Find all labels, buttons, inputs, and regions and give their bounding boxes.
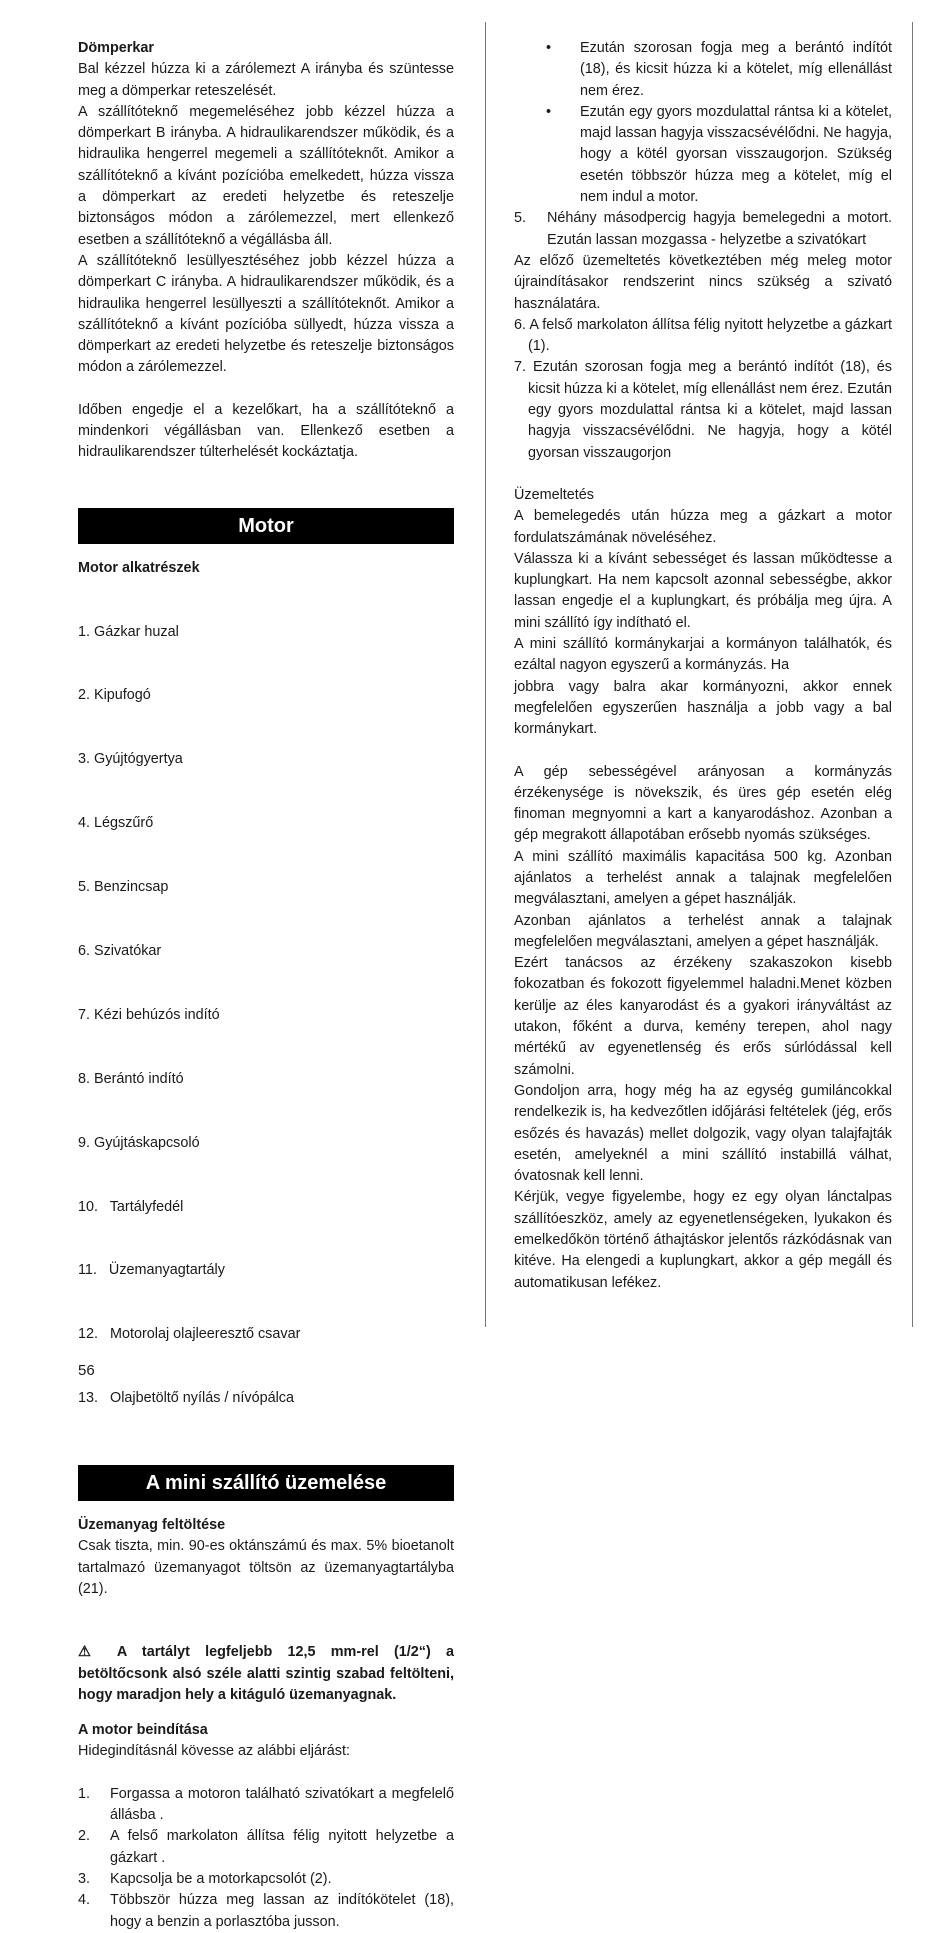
list-item: 5. Benzincsap	[78, 879, 169, 896]
list-item: 4. Többször húzza meg lassan az indítókötelet (18), hogy a benzin a porlasztóba jusson.	[78, 1892, 454, 1930]
motor-heading-bar: Motor	[78, 508, 454, 544]
drive-para: Azonban ajánlatos a terhelést annak a talajnak megfelelően megválasztani, amelyen a gépet használják.	[514, 912, 892, 950]
start-intro: Hidegindításnál kövesse az alábbi eljárást:	[78, 1743, 350, 1760]
parts-title: Motor alkatrészek	[78, 559, 200, 576]
list-item: 3. Kapcsolja be a motorkapcsolót (2).	[78, 1870, 332, 1887]
drive-para: Ezért tanácsos az érzékeny szakaszokon kisebb fokozatban és fokozott figyelemmel haladni.Menet közben kerülje az éles kanyarodást és a gyakori irányváltást az utakon, főként a durva, kemény terepen, ahol nagy mértékű av egyenetlenség és erős súrlódással kell számolni.	[514, 955, 892, 1078]
operation-para: Válassza ki a kívánt sebességet és lassan működtesse a kuplungkart. Ha nem kapcsolt azonnal sebességbe, akkor lassan engedje el a kuplungkart, és próbálja meg újra. A mini szállító így indítható el.	[514, 550, 892, 631]
dump-para: A szállítóteknő megemeléséhez jobb kézzel húzza a dömperkart B irányba. A hidraulikarendszer működik, és a hidraulika hengerrel megemeli a szállítóteknőt. Amikor a szállítóteknő a kívánt pozícióba emelkedett, húzza vissza a dömperkart az eredeti helyzetbe és reteszelje biztonságos módon a zárólemezzel, mert ellenkező esetben a szállítóteknő a végállásba áll.	[78, 103, 454, 248]
list-item: 8. Berántó indító	[78, 1070, 184, 1087]
list-item: 9. Gyújtáskapcsoló	[78, 1134, 200, 1151]
drive-para: A gép sebességével arányosan a kormányzás érzékenysége is növekszik, és üres gép esetén elég finoman megnyomni a kart a kanyarodáshoz. Azonban a gép megrakott állapotában erősebb nyomás szükséges.	[514, 763, 892, 844]
bullet-item: • Ezután szorosan fogja meg a berántó indítót (18), és kicsit húzza ki a kötelet, míg ellenállást nem érez.	[546, 40, 892, 99]
parts-list	[78, 579, 454, 1452]
dump-note: Időben engedje el a kezelőkart, ha a szállítóteknő a mindenkori végállásban van. Ellenkező esetben a hidraulikarendszer túlterhelését kockáztatja.	[78, 401, 454, 461]
fuel-warning: ⚠ A tartályt legfeljebb 12,5 mm-rel (1/2“) a betöltőcsonk alsó széle alatti szintig szabad feltölteni, hogy maradjon hely a kitáguló üzemanyagnak.	[78, 1644, 454, 1703]
list-item: 5. Néhány másodpercig hagyja bemelegedni a motort. Ezután lassan mozgassa - helyzetbe a szivatókart	[514, 210, 892, 248]
list-item: 7. Kézi behúzós indító	[78, 1006, 220, 1023]
warm-text: Az előző üzemeltetés következtében még meleg motor újraindításakor rendszerint nincs szükség a szivató használatára.	[514, 252, 892, 312]
bullet-item: • Ezután egy gyors mozdulattal rántsa ki a kötelet, majd lassan hagyja visszacsévélődni. Ne hagyja, hogy a kötél gyorsan visszaugorjon. Szükség esetén többször húzza meg a kötelet, míg el nem indul a motor.	[546, 103, 892, 206]
list-item: 3. Gyújtógyertya	[78, 751, 183, 768]
drive-para: Kérjük, vegye figyelembe, hogy ez egy olyan lánctalpas szállítóeszköz, amely az egyenetlenségeken, lyukakon és emelkedőkön történő áthajtáskor jelentős rázkódásnak van kitéve. Ha elengedi a kuplungkart, akkor a gép megáll és automatikusan lefékez.	[514, 1189, 892, 1291]
drive-para: A mini szállító maximális kapacitása 500 kg. Azonban ajánlatos a terhelést annak a talajnak megfelelően megválasztani, amelyen a gépet használják.	[514, 848, 892, 908]
right-column	[514, 38, 892, 1294]
column-rule-left	[485, 22, 486, 1327]
column-rule-right	[912, 22, 913, 1327]
left-column	[78, 38, 454, 1933]
fuel-text: Csak tiszta, min. 90-es oktánszámú és max. 5% bioetanolt tartalmazó üzemanyagot töltsön az üzemanyagtartályba (21).	[78, 1538, 454, 1597]
list-item: 6. Szivatókar	[78, 942, 162, 959]
operation-para: A mini szállító kormánykarjai a kormányon találhatók, és ezáltal nagyon egyszerű a kormányzás. Ha	[514, 636, 892, 674]
list-item: 13. Olajbetöltő nyílás / nívópálca	[78, 1390, 294, 1407]
dump-para: Bal kézzel húzza ki a zárólemezt A irányba és szüntesse meg a dömperkar reteszelését.	[78, 61, 454, 99]
list-item: 11. Üzemanyagtartály	[78, 1262, 225, 1279]
operation-heading-bar: A mini szállító üzemelése	[78, 1465, 454, 1501]
list-item: 12. Motorolaj olajleeresztő csavar	[78, 1326, 301, 1343]
dump-para: A szállítóteknő lesüllyesztéséhez jobb kézzel húzza a dömperkart C irányba. A hidraulikarendszer működik, és a hidraulika hengerrel lesüllyeszti a szállítóteknőt. Amikor a szállítóteknő a kívánt pozícióba süllyedt, húzza vissza a dömperkart az eredeti helyzetbe és reteszelje biztonságos módon a zárólemezzel.	[78, 252, 454, 376]
fuel-title: Üzemanyag feltöltése	[78, 1517, 226, 1534]
list-item: 4. Légszűrő	[78, 815, 154, 832]
operation-title: Üzemeltetés	[514, 486, 594, 503]
start-title: A motor beindítása	[78, 1722, 208, 1739]
list-item: 7. Ezután szorosan fogja meg a berántó indítót (18), és kicsit húzza ki a kötelet, míg ellenállást nem érez. Ezután egy gyors mozdulattal rántsa ki a kötelet, majd lassan hagyja visszacsévélődni. Ne hagyja, hogy a kötél gyorsan visszaugorjon	[514, 359, 892, 461]
page-number: 56	[78, 1362, 95, 1379]
list-item: 2. Kipufogó	[78, 687, 151, 704]
dump-title: Dömperkar	[78, 40, 154, 56]
list-item: 1. Forgassa a motoron található szivatókart a megfelelő állásba .	[78, 1785, 454, 1824]
operation-para: jobbra vagy balra akar kormányozni, akkor ennek megfelelően egyszerűen használja a jobb vagy a bal kormánykart.	[514, 678, 892, 738]
operation-para: A bemelegedés után húzza meg a gázkart a motor fordulatszámának növeléséhez.	[514, 508, 892, 546]
list-item: 6. A felső markolaton állítsa félig nyitott helyzetbe a gázkart (1).	[514, 316, 892, 355]
list-item: 2. A felső markolaton állítsa félig nyitott helyzetbe a gázkart .	[78, 1828, 454, 1866]
list-item: 1. Gázkar huzal	[78, 623, 179, 640]
drive-para: Gondoljon arra, hogy még ha az egység gumiláncokkal rendelkezik is, ha kedvezőtlen időjárási feltételek (jég, erős esőzés és havazás) mellet dolgozik, vagy olyan talajfajták esetén, amelyeknél a mini szállító instabillá válhat, óvatosnak kell lenni.	[514, 1082, 892, 1185]
list-item: 10. Tartályfedél	[78, 1198, 184, 1215]
